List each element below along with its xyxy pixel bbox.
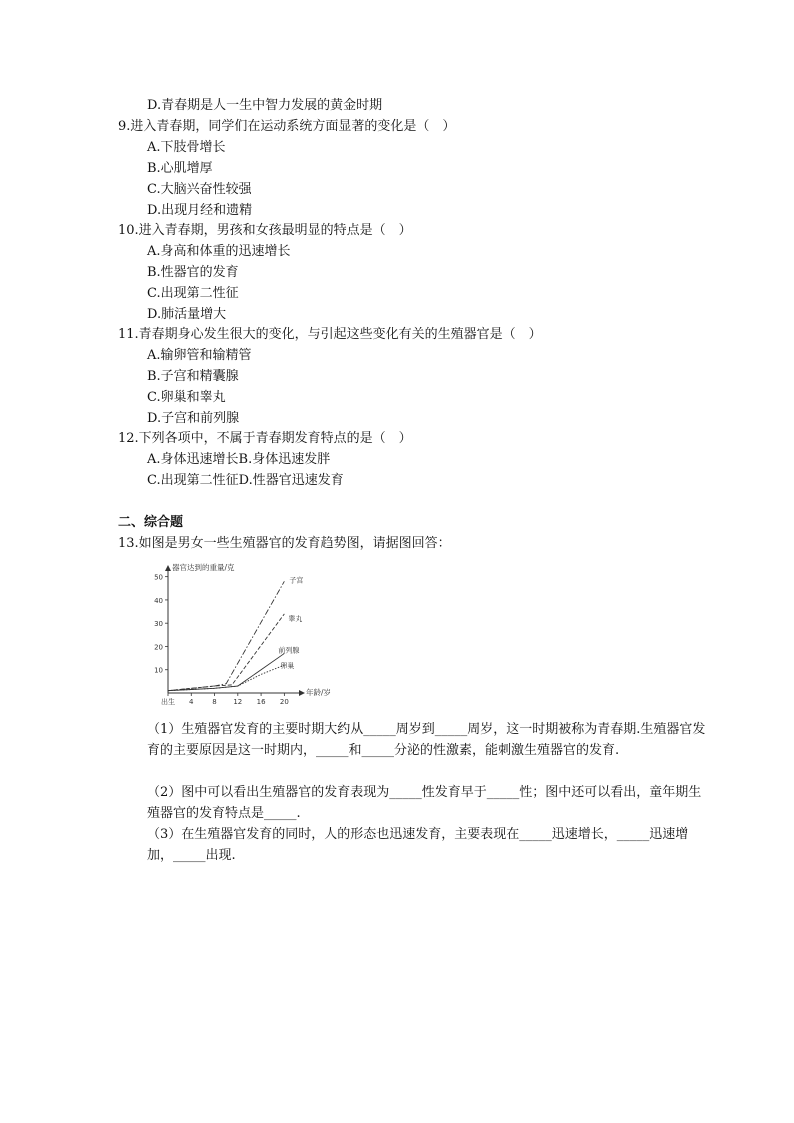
q8-option-d: D.青春期是人一生中智力发展的黄金时期 (147, 98, 383, 113)
y-tick-label: 40 (154, 596, 163, 605)
q10-option-d: D.肺活量增大 (147, 307, 227, 322)
y-axis-arrow (165, 565, 171, 571)
x-tick-label: 4 (189, 698, 194, 706)
x-axis-arrow (299, 690, 305, 696)
q13-part-1: （1）生殖器官发育的主要时期大约从_____周岁到_____周岁，这一时期被称为青春期.生殖器官发育的主要原因是这一时期内，_____和_____分泌的性激素，能刺激生殖器官的发育. (147, 722, 706, 758)
q12-options-cd: C.出现第二性征D.性器官迅速发育 (147, 473, 344, 488)
y-tick-label: 50 (154, 573, 163, 582)
q11-option-c: C.卵巢和睾丸 (147, 390, 226, 405)
q13-stem: 13.如图是男女一些生殖器官的发育趋势图，请据图回答： (118, 536, 451, 551)
q10-option-b: B.性器官的发育 (147, 265, 239, 280)
series-line-子宫 (168, 581, 284, 690)
organ-growth-chart (146, 560, 336, 710)
q9-option-c: C.大脑兴奋性较强 (147, 182, 252, 197)
series-line-卵巢 (168, 665, 284, 691)
series-label: 睾丸 (288, 614, 303, 623)
q13-part-3: （3）在生殖器官发育的同时，人的形态也迅速发育，主要表现在_____迅速增长，_____迅速增加，_____出现. (147, 827, 689, 863)
y-axis-label: 器官达到的重量/克 (172, 563, 235, 572)
q11-option-b: B.子宫和精囊腺 (147, 369, 239, 384)
q9-option-b: B.心肌增厚 (147, 161, 213, 176)
x-tick-label: 8 (212, 698, 217, 706)
q9-option-d: D.出现月经和遗精 (147, 203, 253, 218)
section-title: 二、综合题 (118, 515, 184, 530)
series-label: 卵巢 (280, 662, 295, 671)
series-label: 前列腺 (278, 646, 300, 655)
x-axis-label: 年龄/岁 (306, 688, 332, 697)
y-tick-label: 20 (154, 643, 163, 652)
q11-stem: 11.青春期身心发生很大的变化，与引起这些变化有关的生殖器官是（ ） (118, 327, 542, 342)
y-tick-label: 10 (154, 666, 163, 675)
q10-stem: 10.进入青春期，男孩和女孩最明显的特点是（ ） (118, 223, 412, 238)
q9-stem: 9.进入青春期，同学们在运动系统方面显著的变化是（ ） (118, 119, 456, 134)
y-tick-label: 30 (154, 620, 163, 629)
q13-part-2: （2）图中可以看出生殖器官的发育表现为_____性发育早于_____性；图中还可以看出，童年期生殖器官的发育特点是_____. (147, 785, 702, 821)
q11-option-d: D.子宫和前列腺 (147, 411, 240, 426)
x-tick-label: 12 (233, 698, 243, 706)
x-tick-label: 出生 (161, 698, 175, 706)
q12-options-ab: A.身体迅速增长B.身体迅速发胖 (147, 452, 331, 467)
x-tick-label: 16 (256, 698, 266, 706)
q12-stem: 12.下列各项中，不属于青春期发育特点的是（ ） (118, 431, 412, 446)
q10-option-c: C.出现第二性征 (147, 286, 239, 301)
x-tick-label: 20 (279, 698, 289, 706)
series-label: 子宫 (289, 576, 304, 585)
q10-option-a: A.身高和体重的迅速增长 (147, 244, 291, 259)
series-line-睾丸 (168, 614, 284, 691)
q9-option-a: A.下肢骨增长 (147, 140, 226, 155)
q11-option-a: A.输卵管和输精管 (147, 348, 252, 363)
